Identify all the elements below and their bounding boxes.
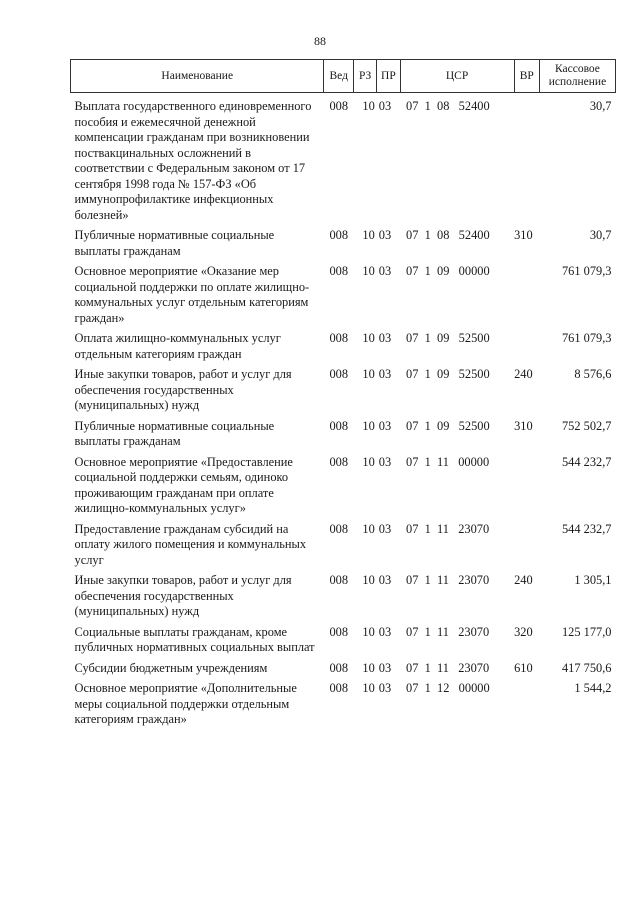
cell-sum: 417 750,6 xyxy=(561,660,612,675)
cell-vr: 240 xyxy=(514,573,533,587)
cell-vr xyxy=(514,455,539,522)
cell-ved: 008 xyxy=(329,331,349,345)
cell-rz: 10 xyxy=(362,681,375,695)
cell-name: Социальные выплаты гражданам, кроме публичных нормативных социальных выплат xyxy=(74,624,315,654)
cell-ved: 008 xyxy=(329,99,349,113)
header-rz: РЗ xyxy=(354,60,377,93)
cell-pr: 03 xyxy=(378,521,392,536)
cell-ved: 008 xyxy=(329,660,349,675)
table-row xyxy=(71,264,616,331)
cell-csr: 07 1 09 52500 xyxy=(406,418,490,433)
cell-sum: 30,7 xyxy=(589,99,612,113)
cell-vr xyxy=(514,93,539,229)
table-row xyxy=(71,367,616,419)
table-row xyxy=(71,573,616,625)
cell-sum: 8 576,6 xyxy=(574,367,612,381)
header-pr: ПР xyxy=(377,60,400,93)
cell-pr: 03 xyxy=(378,573,392,587)
table-row xyxy=(71,331,616,367)
cell-ved: 008 xyxy=(329,681,349,695)
cell-csr: 07 1 11 23070 xyxy=(406,624,490,639)
table-row xyxy=(71,228,616,264)
cell-name: Публичные нормативные социальные выплаты гражданам xyxy=(74,418,275,448)
cell-pr: 03 xyxy=(378,681,392,695)
cell-csr: 07 1 11 23070 xyxy=(406,660,490,675)
cell-csr: 07 1 12 00000 xyxy=(406,681,490,695)
cell-sum: 1 305,1 xyxy=(574,573,612,587)
cell-sum: 761 079,3 xyxy=(561,264,612,278)
cell-vr xyxy=(514,522,539,574)
cell-rz: 10 xyxy=(362,454,375,469)
cell-csr: 07 1 08 52400 xyxy=(406,228,490,242)
budget-table xyxy=(70,59,616,733)
cell-ved: 008 xyxy=(329,624,349,639)
cell-pr: 03 xyxy=(378,331,392,345)
cell-pr: 03 xyxy=(378,418,392,433)
cell-sum: 544 232,7 xyxy=(561,521,612,536)
cell-rz: 10 xyxy=(362,228,375,242)
cell-ved: 008 xyxy=(329,521,349,536)
cell-csr: 07 1 09 52500 xyxy=(406,331,490,345)
cell-rz: 10 xyxy=(362,573,375,587)
cell-name: Публичные нормативные социальные выплаты гражданам xyxy=(74,228,275,258)
cell-vr: 310 xyxy=(514,228,533,242)
cell-name: Субсидии бюджетным учреждениям xyxy=(74,660,268,675)
cell-rz: 10 xyxy=(362,264,375,278)
cell-name: Основное мероприятие «Оказание мер социальной поддержки по оплате жилищно-коммунальных услуг отдельным категориям граждан» xyxy=(74,264,310,325)
cell-vr: 610 xyxy=(514,660,533,675)
table-row xyxy=(71,522,616,574)
cell-name: Оплата жилищно-коммунальных услуг отдельным категориям граждан xyxy=(74,331,281,361)
cell-name: Предоставление гражданам субсидий на оплату жилого помещения и коммунальных услуг xyxy=(74,521,307,567)
table-header xyxy=(71,60,616,93)
cell-csr: 07 1 11 23070 xyxy=(406,573,490,587)
cell-pr: 03 xyxy=(378,660,392,675)
cell-csr: 07 1 11 00000 xyxy=(406,454,490,469)
header-csr: ЦСР xyxy=(400,60,514,93)
cell-pr: 03 xyxy=(378,624,392,639)
cell-vr xyxy=(514,681,539,733)
cell-vr xyxy=(514,331,539,367)
cell-pr: 03 xyxy=(378,264,392,278)
header-vr: ВР xyxy=(514,60,539,93)
cell-vr: 310 xyxy=(514,418,533,433)
cell-pr: 03 xyxy=(378,367,392,381)
cell-ved: 008 xyxy=(329,418,349,433)
cell-vr xyxy=(514,264,539,331)
cell-name: Иные закупки товаров, работ и услуг для обеспечения государственных (муниципальных) нужд xyxy=(74,573,292,618)
table-body xyxy=(71,93,616,733)
cell-rz: 10 xyxy=(362,624,375,639)
cell-ved: 008 xyxy=(329,454,349,469)
table-row xyxy=(71,419,616,455)
cell-sum: 30,7 xyxy=(589,228,612,242)
cell-sum: 752 502,7 xyxy=(561,418,612,433)
table-row xyxy=(71,455,616,522)
table-row xyxy=(71,625,616,661)
cell-sum: 761 079,3 xyxy=(561,331,612,345)
cell-vr: 240 xyxy=(514,367,533,381)
cell-csr: 07 1 11 23070 xyxy=(406,521,490,536)
cell-sum: 1 544,2 xyxy=(574,681,612,695)
cell-ved: 008 xyxy=(329,367,349,381)
page-number: 88 xyxy=(314,34,326,48)
table-row xyxy=(71,93,616,229)
cell-name: Иные закупки товаров, работ и услуг для обеспечения государственных (муниципальных) нужд xyxy=(74,367,292,412)
cell-rz: 10 xyxy=(362,331,375,345)
header-name: Наименование xyxy=(71,60,324,93)
header-ved: Вед xyxy=(324,60,354,93)
cell-rz: 10 xyxy=(362,660,375,675)
cell-name: Выплата государственного единовременного пособия и ежемесячной денежной компенсации гражданам при возникновении поствакцинальных осложнений в соответствии с Федеральным законом от 17 сентября 1998 года № 157-ФЗ «Об иммунопрофилактике инфекционных болезней» xyxy=(74,99,312,222)
cell-rz: 10 xyxy=(362,367,375,381)
cell-name: Основное мероприятие «Дополнительные меры социальной поддержки отдельным категориям граждан» xyxy=(74,681,297,726)
header-sum: Кассовое исполнение xyxy=(539,60,615,93)
cell-csr: 07 1 08 52400 xyxy=(406,99,490,113)
cell-sum: 544 232,7 xyxy=(561,454,612,469)
table-row xyxy=(71,661,616,682)
table-row xyxy=(71,681,616,733)
cell-rz: 10 xyxy=(362,99,375,113)
cell-csr: 07 1 09 52500 xyxy=(406,367,490,381)
cell-name: Основное мероприятие «Предоставление социальной поддержки семьям, одиноко проживающим гражданам при оплате жилищно-коммунальных услуг» xyxy=(74,454,293,515)
cell-pr: 03 xyxy=(378,454,392,469)
cell-sum: 125 177,0 xyxy=(561,624,612,639)
cell-ved: 008 xyxy=(329,228,349,242)
cell-pr: 03 xyxy=(378,99,392,113)
cell-ved: 008 xyxy=(329,264,349,278)
cell-pr: 03 xyxy=(378,228,392,242)
cell-csr: 07 1 09 00000 xyxy=(406,264,490,278)
cell-vr: 320 xyxy=(514,624,533,639)
cell-ved: 008 xyxy=(329,573,349,587)
cell-rz: 10 xyxy=(362,418,375,433)
cell-rz: 10 xyxy=(362,521,375,536)
